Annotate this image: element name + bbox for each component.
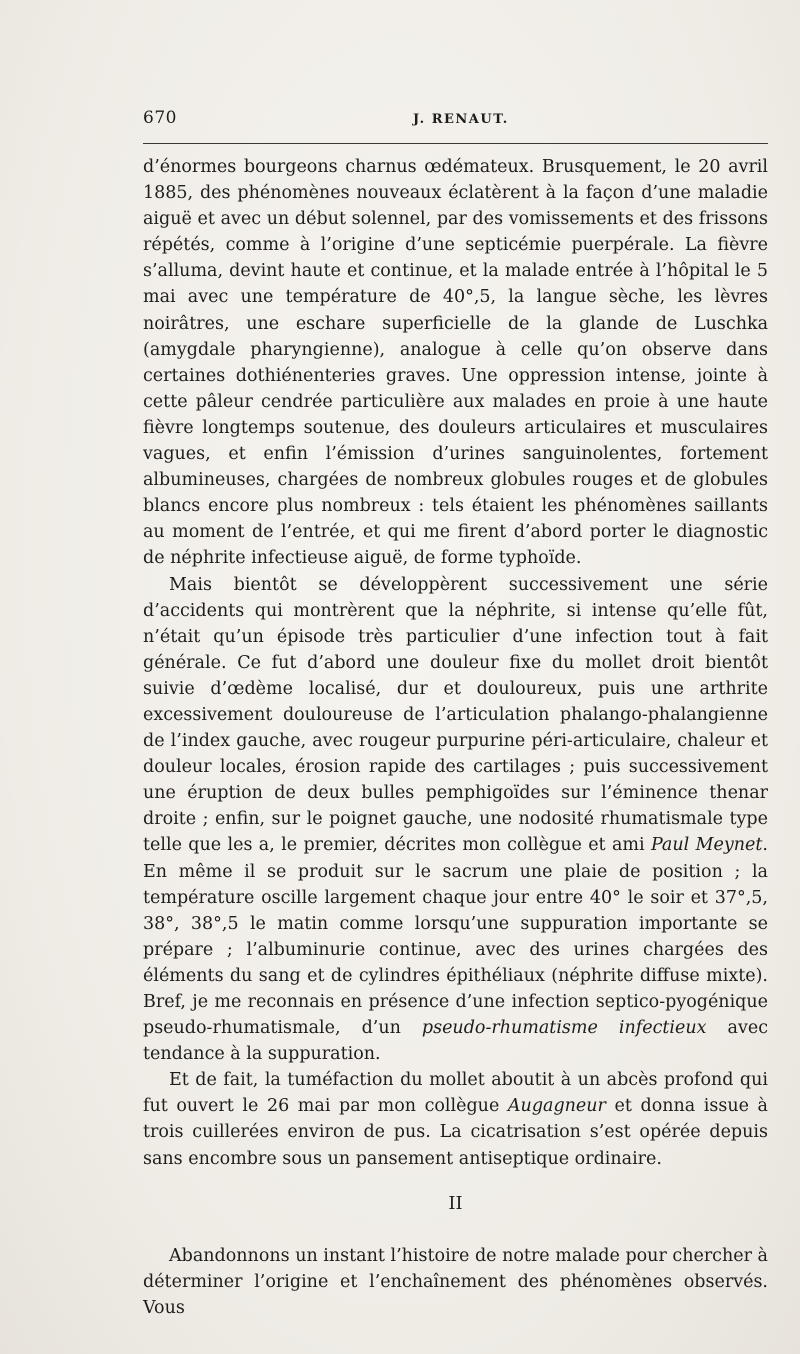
paragraph-1: d’énormes bourgeons charnus œdémateux. Brusquement, le 20 avril 1885, des phénomènes nouveaux éclatèrent à la façon d’une maladie aiguë et avec un début solennel, par des vomissements et des frissons répétés, comme à l’origine d’une septicémie puerpérale. La fièvre s’alluma, devint haute et continue, et la malade entrée à l’hôpital le 5 mai avec une température de 40°,5, la langue sèche, les lèvres noirâtres, une eschare superficielle de la glande de Luschka (amygdale pharyngienne), analogue à celle qu’on observe dans certaines dothiénenteries graves. Une oppression intense, jointe à cette pâleur cendrée particulière aux malades en proie à une haute fièvre longtemps soutenue, des douleurs articulaires et musculaires vagues, et enfin l’émission d’urines sanguinolentes, fortement albumineuses, chargées de nombreux globules rouges et de globules blancs encore plus nombreux : tels étaient les phénomènes saillants au moment de l’entrée, et qui me firent d’abord porter le diagnostic de néphrite infectieuse aiguë, de forme typhoïde. [143, 157, 768, 569]
running-head: J. RENAUT. [413, 112, 509, 127]
paragraph-2-part-a: Mais bientôt se développèrent successivement une série d’accidents qui montrèrent que la néphrite, si intense qu’elle fût, n’était qu’un épisode très particulier d’une infection tout à fait générale. Ce fut d’abord une douleur fixe du mollet droit bientôt suivie d’œdème localisé, dur et douloureux, puis une arthrite excessivement douloureuse de l’articulation phalango-phalangienne de l’index gauche, avec rougeur purpurine péri-articulaire, chaleur et douleur locales, érosion rapide des cartilages ; puis successivement une éruption de deux bulles pemphigoïdes sur l’éminence thenar droite ; enfin, sur le poignet gauche, une nodosité rhumatismale type telle que les a, le premier, décrites mon collègue et ami [143, 574, 768, 856]
paragraph-2-part-b: . En même il se produit sur le sacrum une plaie de position ; la température oscille largement chaque jour entre 40° le soir et 37°,5, 38°, 38°,5 le matin comme lorsqu’une suppuration importante se prépare ; l’albuminurie continue, avec des urines chargées des éléments du sang et de cylindres épithéliaux (néphrite diffuse mixte). Bref, je me reconnais en présence d’une infection septico-pyogénique pseudo-rhumatismale, d’un [143, 835, 768, 1039]
header-rule [143, 143, 768, 144]
term-pseudo-rhumatisme: pseudo-rhumatisme infectieux [421, 1018, 707, 1039]
paragraph-2-part-c: avec tendance à la suppuration. [143, 1018, 768, 1065]
page-number: 670 [143, 108, 177, 128]
author-name-meynet: Paul Meynet [650, 835, 763, 856]
paragraph-3 [143, 1067, 768, 1171]
body-text [143, 154, 768, 1321]
paragraph-4: Abandonnons un instant l’histoire de notre malade pour chercher à déterminer l’origine et l’enchaînement des phénomènes observés. Vous [143, 1245, 768, 1318]
paragraph-3-part-a: Et de fait, la tuméfaction du mollet aboutit à un abcès profond qui fut ouvert le 26 mai par mon collègue [143, 1070, 768, 1117]
section-heading: II [448, 1192, 463, 1214]
paragraph-3-part-b: et donna issue à trois cuillerées environ de pus. La cicatrisation s’est opérée depuis sans encombre sous un pansement antiseptique ordinaire. [143, 1096, 768, 1169]
paragraph-2 [143, 572, 768, 1068]
page-header [143, 108, 768, 132]
author-name-augagneur: Augagneur [507, 1096, 606, 1117]
